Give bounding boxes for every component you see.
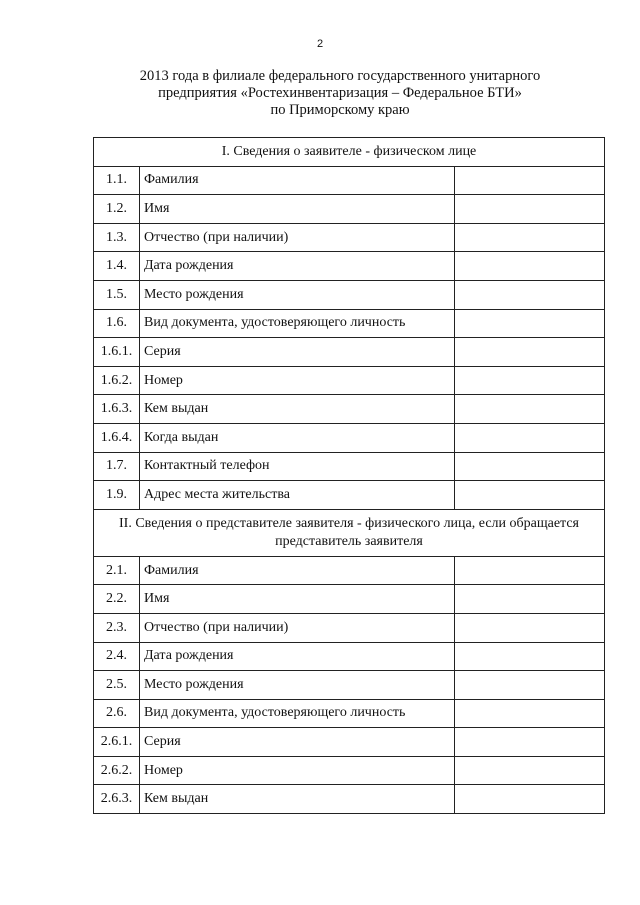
row-label: Имя [140, 195, 455, 224]
row-label: Дата рождения [140, 642, 455, 671]
row-label: Отчество (при наличии) [140, 613, 455, 642]
row-value-field[interactable] [455, 756, 605, 785]
form-row [94, 423, 605, 452]
row-value-field[interactable] [455, 195, 605, 224]
form-row [94, 699, 605, 728]
form-row [94, 728, 605, 757]
row-number: 1.3. [94, 223, 140, 252]
row-label: Серия [140, 338, 455, 367]
form-row [94, 452, 605, 481]
row-label: Место рождения [140, 280, 455, 309]
row-value-field[interactable] [455, 728, 605, 757]
form-row [94, 756, 605, 785]
row-label: Контактный телефон [140, 452, 455, 481]
row-label: Дата рождения [140, 252, 455, 281]
heading-line-2: предприятия «Ростехинвентаризация – Федеральное БТИ» [158, 85, 522, 101]
row-number: 1.9. [94, 481, 140, 510]
row-value-field[interactable] [455, 280, 605, 309]
form-row [94, 195, 605, 224]
row-number: 1.1. [94, 166, 140, 195]
row-label: Номер [140, 366, 455, 395]
row-value-field[interactable] [455, 395, 605, 424]
section-1-title: I. Сведения о заявителе - физическом лице [94, 138, 605, 167]
row-label: Серия [140, 728, 455, 757]
row-number: 1.6.3. [94, 395, 140, 424]
heading-line-1: 2013 года в филиале федерального государственного унитарного [139, 68, 541, 84]
form-row [94, 309, 605, 338]
form-row [94, 642, 605, 671]
form-row [94, 280, 605, 309]
form-row [94, 481, 605, 510]
row-number: 2.2. [94, 585, 140, 614]
section-2-title-line-1: II. Сведения о представителе заявителя - физического лица, если обращается [119, 515, 579, 531]
row-value-field[interactable] [455, 338, 605, 367]
row-number: 1.6.2. [94, 366, 140, 395]
heading-line-3: по Приморскому краю [270, 102, 410, 118]
row-number: 2.6.3. [94, 785, 140, 814]
row-number: 2.1. [94, 556, 140, 585]
row-label: Место рождения [140, 671, 455, 700]
row-label: Фамилия [140, 556, 455, 585]
row-value-field[interactable] [455, 252, 605, 281]
applicant-form-table [93, 137, 605, 814]
section-2-title [94, 509, 605, 556]
row-number: 1.5. [94, 280, 140, 309]
row-number: 1.2. [94, 195, 140, 224]
row-label: Кем выдан [140, 395, 455, 424]
row-value-field[interactable] [455, 223, 605, 252]
form-row [94, 166, 605, 195]
form-row [94, 395, 605, 424]
row-value-field[interactable] [455, 166, 605, 195]
row-value-field[interactable] [455, 556, 605, 585]
row-number: 2.6. [94, 699, 140, 728]
form-row [94, 223, 605, 252]
row-label: Фамилия [140, 166, 455, 195]
row-label: Номер [140, 756, 455, 785]
document-heading [60, 68, 620, 119]
form-row [94, 785, 605, 814]
row-value-field[interactable] [455, 585, 605, 614]
form-row [94, 252, 605, 281]
row-number: 1.6.4. [94, 423, 140, 452]
row-value-field[interactable] [455, 642, 605, 671]
page-number: 2 [316, 38, 324, 50]
form-row [94, 338, 605, 367]
form-row [94, 366, 605, 395]
row-number: 1.7. [94, 452, 140, 481]
row-value-field[interactable] [455, 613, 605, 642]
row-number: 2.6.1. [94, 728, 140, 757]
row-label: Отчество (при наличии) [140, 223, 455, 252]
row-label: Вид документа, удостоверяющего личность [140, 699, 455, 728]
section-2-header [94, 509, 605, 556]
row-value-field[interactable] [455, 452, 605, 481]
row-label: Вид документа, удостоверяющего личность [140, 309, 455, 338]
row-number: 1.6.1. [94, 338, 140, 367]
form-row [94, 671, 605, 700]
row-value-field[interactable] [455, 671, 605, 700]
form-row [94, 585, 605, 614]
row-number: 2.4. [94, 642, 140, 671]
row-number: 2.3. [94, 613, 140, 642]
row-value-field[interactable] [455, 423, 605, 452]
row-number: 1.4. [94, 252, 140, 281]
row-number: 2.5. [94, 671, 140, 700]
section-2-title-line-2: представитель заявителя [275, 533, 423, 549]
form-row [94, 556, 605, 585]
row-value-field[interactable] [455, 366, 605, 395]
row-value-field[interactable] [455, 699, 605, 728]
section-1-header [94, 138, 605, 167]
row-value-field[interactable] [455, 309, 605, 338]
row-label: Имя [140, 585, 455, 614]
row-number: 1.6. [94, 309, 140, 338]
row-number: 2.6.2. [94, 756, 140, 785]
row-label: Когда выдан [140, 423, 455, 452]
row-label: Адрес места жительства [140, 481, 455, 510]
form-row [94, 613, 605, 642]
row-value-field[interactable] [455, 785, 605, 814]
row-value-field[interactable] [455, 481, 605, 510]
row-label: Кем выдан [140, 785, 455, 814]
